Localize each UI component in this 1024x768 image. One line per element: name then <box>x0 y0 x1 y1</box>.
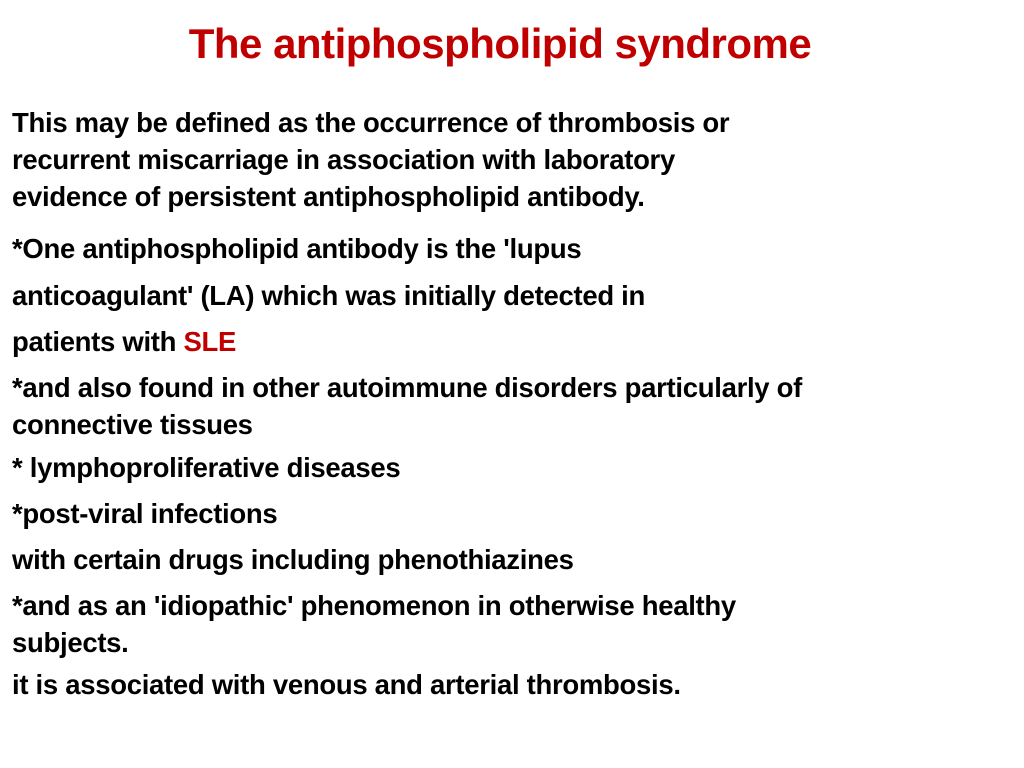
text-line: This may be defined as the occurrence of thrombosis or <box>12 107 730 138</box>
text-line: *and also found in other autoimmune disorders particularly of <box>12 372 802 403</box>
text-line <box>12 319 1017 365</box>
sle-highlight: SLE <box>183 326 237 357</box>
text-line: subjects. <box>12 627 129 658</box>
text-line: *and as an 'idiopathic' phenomenon in otherwise healthy <box>12 590 736 621</box>
autoimmune-paragraph <box>12 369 1017 443</box>
slide-title: The antiphospholipid syndrome <box>188 20 812 67</box>
text-line: connective tissues <box>12 409 253 440</box>
lupus-anticoagulant-paragraph <box>12 225 1017 365</box>
lymphoproliferative-item: * lymphoproliferative diseases <box>12 452 401 483</box>
definition-paragraph <box>12 104 1017 215</box>
text-prefix: patients with <box>12 326 184 357</box>
text-line: recurrent miscarriage in association with laboratory <box>12 144 675 175</box>
post-viral-item: *post-viral infections <box>12 498 278 529</box>
slide-body <box>12 104 1017 709</box>
text-line: evidence of persistent antiphospholipid antibody. <box>12 181 645 212</box>
idiopathic-paragraph <box>12 587 1017 661</box>
text-line: *One antiphospholipid antibody is the 'lupus <box>12 233 582 264</box>
text-line: anticoagulant' (LA) which was initially detected in <box>12 280 645 311</box>
thrombosis-item: it is associated with venous and arterial thrombosis. <box>12 669 681 700</box>
drugs-item: with certain drugs including phenothiazines <box>12 544 574 575</box>
